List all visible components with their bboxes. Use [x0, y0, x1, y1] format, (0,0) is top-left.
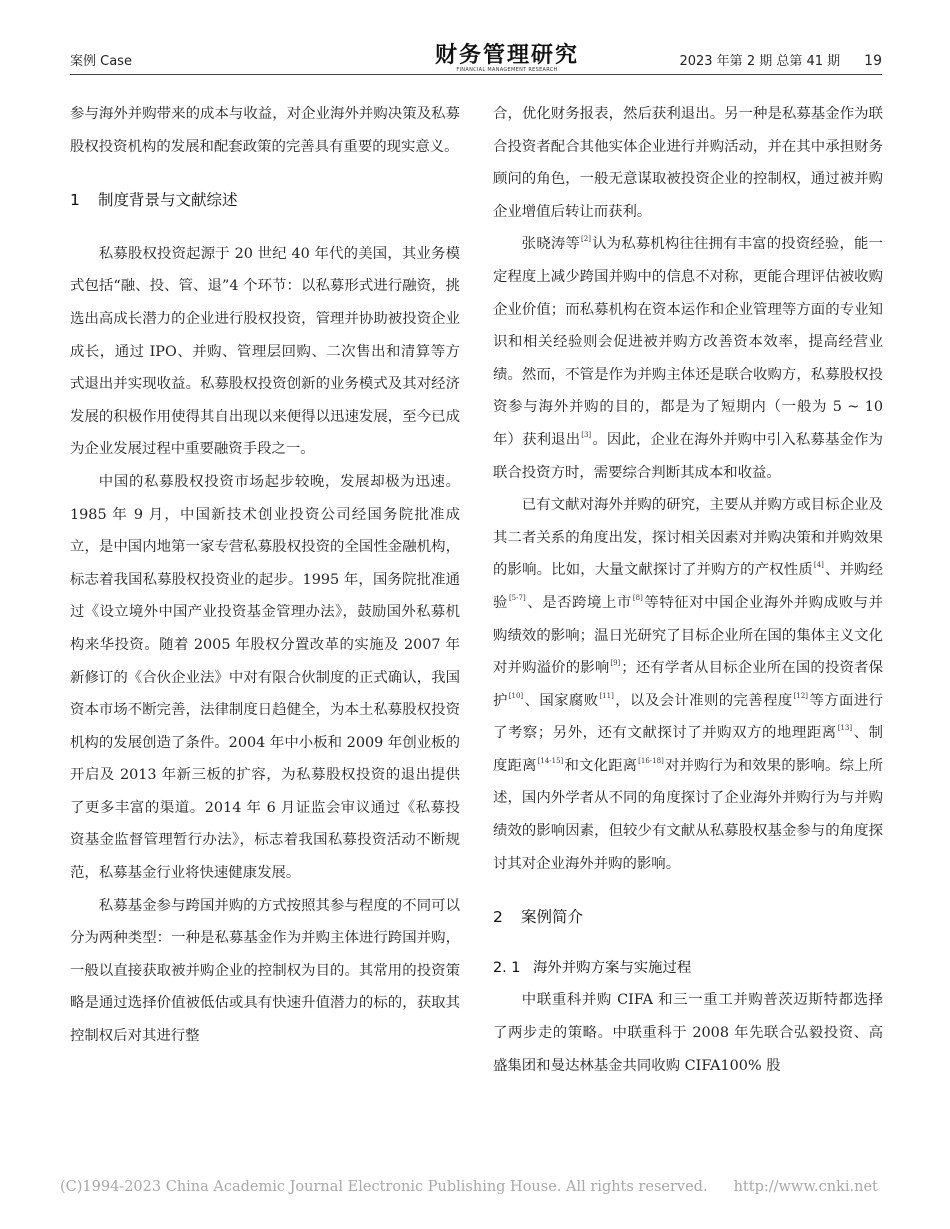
section-2-number: 2 [493, 908, 503, 927]
journal-logo [427, 44, 587, 74]
journal-logo-text: 财务管理研究 [434, 42, 579, 68]
issue-info [679, 50, 882, 69]
section-label: 案例 Case [70, 54, 132, 69]
paragraph-pe-origin: 私募股权投资起源于 20 世纪 40 年代的美国，其业务模式包括“融、投、管、退”4 个环节：以私募形式进行融资，挑选出高成长潜力的企业进行股权投资，管理并协助被投资企业成长，通过 IPO、并购、管理层回购、二次售出和清算等方式退出并实现收益。私募股权投资创新的业务模式及其对经济发展的积极作用使得其自出现以来便得以迅速发展，至今已成为企业发展过程中重要融资手段之一。 [70, 245, 460, 458]
journal-logo-subtitle: FINANCIAL MANAGEMENT RESEARCH [456, 67, 558, 73]
subsection-2-1-title: 海外并购方案与实施过程 [533, 959, 692, 976]
footer-url[interactable]: http://www.cnki.net [733, 1179, 878, 1195]
right-column [493, 98, 883, 1082]
section-1-heading [70, 184, 460, 217]
intro-paragraph: 参与海外并购带来的成本与收益，对企业海外并购决策及私募股权投资机构的发展和配套政策的完善具有重要的现实意义。 [70, 106, 460, 155]
left-column [70, 98, 460, 1053]
citation-ref[interactable]: [5-7] [508, 593, 526, 602]
citation-ref[interactable]: [3] [581, 430, 592, 439]
citation-ref[interactable]: [13] [837, 724, 853, 733]
page-footer [60, 1179, 890, 1195]
paragraph-zhang-xiaotao: 张晓涛等[2]认为私募机构往往拥有丰富的投资经验，能一定程度上减少跨国并购中的信息不对称，更能合理评估被收购企业价值；而私募机构在资本运作和企业管理等方面的专业知识和相关经验则会促进被并购方改善资本效率，提高经营业绩。然而，不管是作为并购主体还是联合收购方，私募股权投资参与海外并购的目的，都是为了短期内（一般为 5 ~ 10 年）获利退出[3]。因此，企业在海外并购中引入私募基金作为联合投资方时，需要综合判断其成本和收益。 [493, 235, 883, 481]
paragraph-continued: 合，优化财务报表，然后获利退出。另一种是私募基金作为联合投资者配合其他实体企业进行并购活动，并在其中承担财务顾问的角色，一般无意谋取被投资企业的控制权，通过被并购企业增值后转让而获利。 [493, 106, 883, 220]
page-number: 19 [864, 53, 882, 69]
copyright-notice: (C)1994-2023 China Academic Journal Electronic Publishing House. All rights reserved. [60, 1179, 708, 1195]
citation-ref[interactable]: [16-18] [638, 756, 664, 765]
section-2-heading [493, 901, 883, 934]
citation-ref[interactable]: [14-15] [537, 756, 564, 765]
section-1-title: 制度背景与文献综述 [98, 191, 238, 210]
paragraph-china-pe-market: 中国的私募股权投资市场起步较晚，发展却极为迅速。1985 年 9 月，中国新技术创业投资公司经国务院批准成立，是中国内地第一家专营私募股权投资的全国性金融机构，标志着我国私募股权投资业的起步。1995 年，国务院批准通过《设立境外中国产业投资基金管理办法》，鼓励国外私募机构来华投资。随着 2005 年股权分置改革的实施及 2007 年新修订的《合伙企业法》中对有限合伙制度的正式确认，我国资本市场不断完善，法律制度日趋健全，为本土私募股权投资机构的发展创造了条件。2004 年中小板和 2009 年创业板的开启及 2013 年新三板的扩容，为私募股权投资的退出提供了更多丰富的渠道。2014 年 6 月证监会审议通过《私募投资基金监督管理暂行办法》，标志着我国私募投资活动不断规范，私募基金行业将快速健康发展。 [70, 473, 460, 882]
citation-ref[interactable]: [4] [813, 561, 824, 570]
citation-ref[interactable]: [8] [632, 593, 643, 602]
paragraph-two-step-strategy: 中联重科并购 CIFA 和三一重工并购普茨迈斯特都选择了两步走的策略。中联重科于 2008 年先联合弘毅投资、高盛集团和曼达林基金共同收购 CIFA100% 股 [493, 992, 883, 1074]
citation-ref[interactable]: [2] [581, 235, 591, 244]
citation-ref[interactable]: [9] [610, 659, 621, 668]
paragraph-pe-participation-types: 私募基金参与跨国并购的方式按照其参与程度的不同可以分为两种类型：一种是私募基金作为并购主体进行跨国并购，一般以直接获取被并购企业的控制权为目的。其常用的投资策略是通过选择价值被低估或具有快速升值潜力的标的，获取其控制权后对其进行整 [70, 897, 460, 1045]
paragraph-literature-review: 已有文献对海外并购的研究，主要从并购方或目标企业及其二者关系的角度出发，探讨相关因素对并购决策和并购效果的影响。比如，大量文献探讨了并购方的产权性质[4]、并购经验[5-7]、是否跨境上市[8]等特征对中国企业海外并购成败与并购绩效的影响；温日光研究了目标企业所在国的集体主义文化对并购溢价的影响[9]；还有学者从目标企业所在国的投资者保护[10]、国家腐败[11]，以及会计准则的完善程度[12]等方面进行了考察；另外，还有文献探讨了并购双方的地理距离[13]、制度距离[14-15]和文化距离[16-18]对并购行为和效果的影响。综上所述，国内外学者从不同的角度探讨了企业海外并购行为与并购绩效的影响因素，但较少有文献从私募股权基金参与的角度探讨其对企业海外并购的影响。 [493, 497, 883, 872]
section-1-number: 1 [70, 191, 80, 210]
citation-ref[interactable]: [11] [599, 691, 614, 700]
header-divider [70, 74, 882, 75]
issue-label: 2023 年第 2 期 总第 41 期 [679, 54, 841, 69]
subsection-2-1-heading [493, 952, 883, 985]
subsection-2-1-number: 2. 1 [493, 959, 521, 976]
citation-ref[interactable]: [10] [508, 691, 524, 700]
section-2-title: 案例简介 [521, 908, 584, 927]
page-header [70, 44, 882, 72]
citation-ref[interactable]: [12] [793, 691, 809, 700]
